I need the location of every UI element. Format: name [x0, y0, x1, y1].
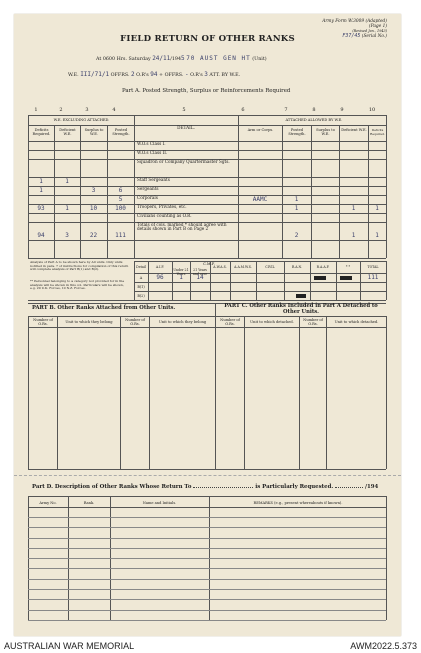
form-ref-line2: (Page 1): [368, 24, 387, 29]
row-cell-c10: 1: [375, 232, 379, 239]
part-d-col-4: REMARKS (e.g., present whereabouts if known).: [253, 501, 343, 505]
part-a-heading: Part A. Posted Strength, Surplus or Reinforcements Required: [122, 88, 291, 94]
rule: [28, 258, 386, 259]
part-b-col-2: Unit to which they belong: [65, 320, 113, 324]
form-sheet: [14, 14, 401, 636]
analysis-col-head: CIVIL: [265, 265, 275, 269]
part-d-col-3: Name and Initials.: [142, 501, 177, 505]
col-head-1: Deficits Required.: [32, 128, 51, 136]
row-cell-c1: 94: [37, 232, 45, 239]
rule: [28, 300, 134, 301]
row-cell-c1: 1: [39, 178, 43, 185]
offrs-value: 2: [131, 71, 135, 78]
col-num-8: 8: [312, 107, 316, 113]
part-c-col-3: Number of O.Rs.: [303, 318, 323, 326]
form-ref-line3: (Revised Jan., 1943): [352, 29, 387, 33]
analysis-cell-o21: 14: [196, 274, 204, 281]
group-right-label: ATTACHED ALLOWED BY W.E.: [285, 118, 343, 122]
rule: [28, 589, 386, 590]
part-c-col-1: Number of O.Rs.: [220, 318, 240, 326]
row-label: W.O.s Class I.: [137, 141, 166, 146]
rule: [28, 610, 386, 611]
rule: [28, 496, 386, 497]
part-b-col-4: Unit to which they belong: [158, 320, 207, 324]
cmf-label: C.M.F.: [203, 262, 215, 266]
col-head-2: Deficient W.E.: [59, 128, 76, 136]
ors-value: 94: [150, 71, 158, 78]
part-b-col-3: Number of O.Rs.: [125, 318, 145, 326]
part-c-title: PART C. Other Ranks Included in Part A Detached to Other Units.: [224, 303, 378, 315]
analysis-col-head: TOTAL: [367, 265, 379, 269]
part-c-col-4: Unit to which detached.: [334, 320, 379, 324]
group-left-label: W.E. EXCLUDING ATTACHED.: [53, 118, 110, 122]
rule: [120, 316, 121, 469]
part-d-title: [32, 484, 378, 490]
rule: [134, 300, 386, 301]
col-num-9: 9: [340, 107, 344, 113]
row-cell-c3: 3: [91, 187, 96, 194]
redaction-block: [340, 276, 352, 280]
row-cell-c1: 1: [39, 187, 43, 194]
col-num-1: 1: [34, 107, 38, 113]
row-cell-c6: AAMC: [252, 196, 268, 203]
we-label: W.E.: [68, 73, 79, 78]
analysis-col-head: A.I.F.: [155, 265, 165, 269]
part-d-blank: [193, 487, 253, 488]
part-b-title: PART B. Other Ranks Attached from Other Units.: [32, 305, 176, 311]
row-cell-c3: 10: [89, 205, 98, 212]
form-title: FIELD RETURN OF OTHER RANKS: [120, 34, 295, 44]
col-head-7: Posted Strength.: [288, 128, 306, 136]
col-head-4: Posted Strength.: [112, 128, 130, 136]
fold-line: [14, 475, 401, 476]
row-label: Squadron or Company Quartermaster Sgts.: [137, 159, 230, 164]
analysis-col-head: R.A.A.F.: [316, 265, 330, 269]
offrs-label: OFFRS.: [110, 73, 130, 78]
ors2-label: O.R's: [190, 73, 203, 78]
rule: [28, 507, 386, 508]
rule: [244, 316, 245, 469]
col-num-5: 5: [182, 107, 186, 113]
part-c-col-2: Unit to which detached.: [250, 320, 294, 324]
row-cell-c4: 5: [118, 196, 123, 203]
analysis-note-2: ** Personnel belonging to a category not provided for in the analysis will be shown in this col. Particulars will be shown, e.g. 20 U.K. Forces, 10 N.Z. Forces.: [30, 279, 125, 291]
ors-label: O.R's: [136, 73, 149, 78]
analysis-note: Analysis of Part A to be shown here by All units. Only units notified in para. 7 of instructions for compilation of this return will complete analysis of Part B(1) and B(2).: [30, 260, 129, 272]
row-cell-c9: 1: [351, 205, 356, 212]
rule: [386, 261, 387, 300]
offrs2-label: OFFRS.: [164, 73, 184, 78]
col-head-10: Deficits Required.: [370, 128, 385, 136]
serial-value: F37/45: [342, 33, 361, 39]
rule: [299, 316, 300, 469]
row-label: Civilians counting as O.R.: [137, 213, 192, 218]
analysis-col-head: R.A.N.: [291, 265, 303, 269]
analysis-cell-u21: 1: [179, 274, 183, 281]
analysis-cell-total: 111: [367, 274, 379, 281]
att-label: ATT. BY W.E.: [209, 73, 241, 78]
part-d-col-2: Rank.: [83, 501, 95, 505]
analysis-col-head: A.A.M.W.S.: [234, 265, 252, 269]
analysis-col-head: Under 21 Years: [173, 268, 189, 276]
col-num-4: 4: [112, 107, 116, 113]
row-label: Corporals: [137, 195, 158, 200]
part-d-title-prefix: Part D. Description of Other Ranks Whose Return To: [32, 484, 192, 490]
row-cell-c2: 3: [65, 232, 69, 239]
row-cell-c9: 1: [351, 232, 356, 239]
rule: [28, 316, 29, 469]
rule: [28, 527, 386, 528]
redaction-block: [314, 276, 326, 280]
rule: [28, 599, 386, 600]
rule: [28, 548, 386, 549]
offrs2-value: -: [184, 71, 189, 78]
part-d-date-blank: [335, 487, 363, 488]
row-cell-c7: 1: [294, 196, 299, 203]
row-rule: [28, 240, 386, 241]
serial-label: (Serial No.): [361, 34, 387, 39]
rule: [28, 327, 386, 328]
row-cell-c1: 93: [37, 205, 45, 212]
row-cell-c10: 1: [375, 205, 379, 212]
analysis-cell-aif: 96: [156, 274, 164, 281]
rule: [28, 517, 386, 518]
row-cell-c2: 1: [65, 205, 69, 212]
unit-value: 70 AUST GEN HT: [186, 55, 251, 62]
rule: [386, 115, 387, 258]
rule: [28, 469, 386, 470]
unit-label: (Unit): [252, 57, 267, 62]
row-cell-c4: 6: [118, 187, 123, 194]
rule: [149, 316, 150, 469]
row-cell-c7: 1: [294, 205, 299, 212]
col-head-6: Arm or Corps.: [247, 128, 274, 132]
col-num-6: 6: [241, 107, 245, 113]
col-num-10: 10: [368, 107, 376, 113]
part-a-table: [14, 14, 401, 274]
rule: [28, 558, 386, 559]
analysis-cell-detail: B(1): [137, 285, 145, 289]
row-label: Staff Sergeants: [137, 177, 170, 182]
row-label: Troopers, Privates, etc.: [137, 204, 187, 209]
analysis-cell-detail: B(2): [137, 294, 145, 298]
rule: [311, 125, 312, 258]
at-date: 24/11: [152, 55, 171, 62]
rule: [215, 316, 386, 317]
rule: [28, 538, 386, 539]
part-d-date-tail: /194: [365, 484, 379, 490]
at-year-digit: 5: [181, 55, 185, 62]
rule: [28, 115, 386, 116]
rule: [386, 316, 387, 469]
row-cell-c2: 1: [65, 178, 69, 185]
detail-head: DETAIL.: [177, 125, 195, 130]
row-cell-c3: 22: [89, 232, 98, 239]
row-label: Totals of cols. marked * should agree with details shown in Part B on Page 2: [137, 222, 227, 232]
row-cell-c7: 2: [294, 232, 299, 239]
form-ref-line1: Army Form W.3009 (Adapted): [322, 19, 387, 24]
part-b-col-1: Number of O.Rs.: [33, 318, 53, 326]
part-d-title-suffix: is Particularly Requested.: [255, 484, 334, 490]
analysis-col-head: A.W.A.S.: [213, 265, 227, 269]
rule: [386, 496, 387, 620]
rule: [28, 620, 386, 621]
col-head-8: Surplus to W.E.: [316, 128, 335, 136]
analysis-cell-detail: A: [139, 276, 143, 280]
redaction-block: [296, 294, 306, 298]
col-num-2: 2: [59, 107, 63, 113]
analysis-col-head: * *: [345, 265, 351, 269]
col-head-3: Surplus to W.E.: [84, 128, 104, 136]
col-num-3: 3: [85, 107, 89, 113]
row-cell-c4: 111: [115, 232, 126, 239]
row-cell-c4: 100: [115, 205, 126, 212]
plus-sign: +: [159, 73, 164, 78]
footer-left: AUSTRALIAN WAR MEMORIAL: [4, 641, 135, 651]
col-num-7: 7: [284, 107, 288, 113]
rule: [326, 316, 327, 469]
at-prefix: At 0600 Hrs. Saturday: [96, 57, 151, 62]
ors2-value: 3: [204, 71, 208, 78]
at-year: /194: [170, 57, 182, 62]
part-d-col-1: Army No.: [39, 501, 57, 505]
we-value: III/71/1: [80, 71, 110, 78]
analysis-col-head: 21 Years and over: [192, 268, 208, 276]
rule: [28, 579, 386, 580]
rule: [28, 568, 386, 569]
row-label: W.O.s Class II.: [137, 150, 168, 155]
rule: [57, 316, 58, 469]
row-label: Sergeants: [137, 186, 159, 191]
analysis-col-head: Detail: [136, 265, 146, 269]
col-head-9: Deficient W.E.: [341, 128, 367, 132]
footer-right: AWM2022.5.373: [350, 641, 417, 651]
